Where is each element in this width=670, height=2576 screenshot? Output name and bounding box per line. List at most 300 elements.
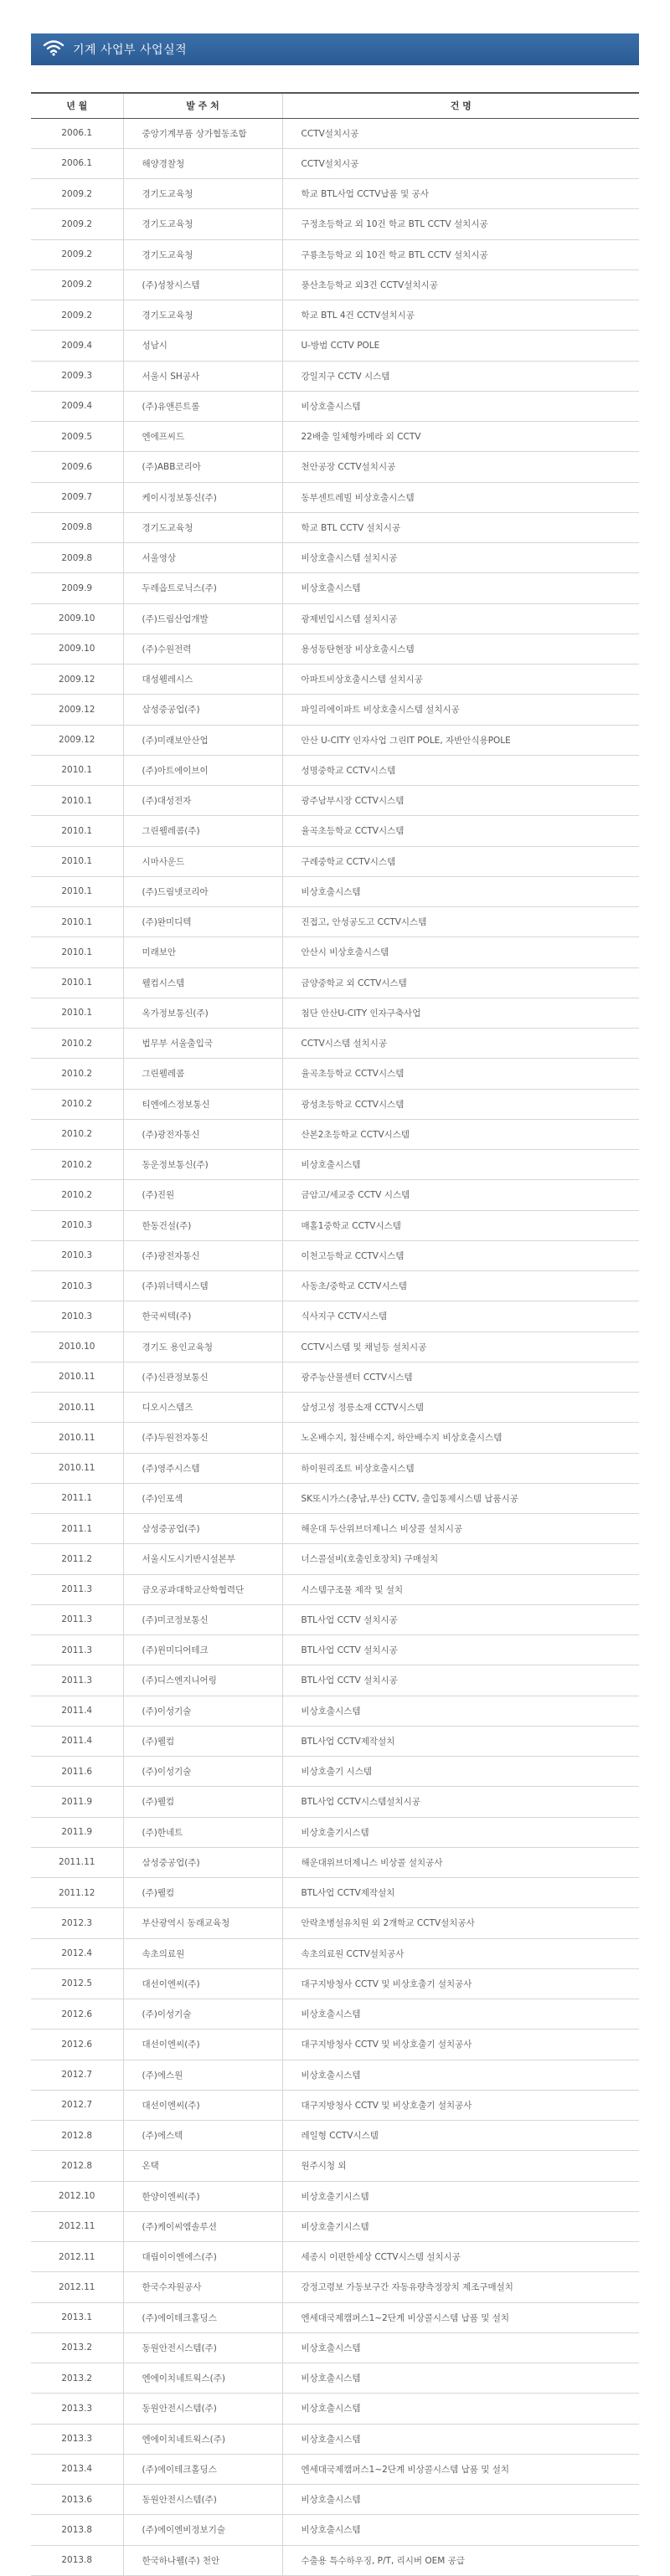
cell-project: 안락초병설유치원 외 2개학교 CCTV설치공사 [282, 1908, 639, 1938]
table-row [31, 1453, 639, 1483]
cell-date: 2006.1 [31, 118, 123, 148]
cell-date: 2010.1 [31, 846, 123, 876]
cell-date: 2010.1 [31, 937, 123, 967]
table-row [31, 2029, 639, 2060]
cell-date: 2013.6 [31, 2485, 123, 2515]
cell-date: 2013.1 [31, 2302, 123, 2332]
cell-client: 법무부 서울출입국 [123, 1029, 282, 1059]
cell-date: 2012.6 [31, 1999, 123, 2029]
cell-date: 2009.5 [31, 422, 123, 452]
cell-project: 대구지방청사 CCTV 및 비상호출기 설치공사 [282, 1968, 639, 1999]
table-row [31, 1271, 639, 1301]
cell-project: 학교 BTL 4건 CCTV설치시공 [282, 300, 639, 331]
table-row [31, 755, 639, 785]
cell-date: 2010.3 [31, 1301, 123, 1332]
cell-client: (주)에이엔비정보기술 [123, 2515, 282, 2545]
cell-date: 2009.7 [31, 482, 123, 512]
cell-date: 2009.9 [31, 573, 123, 603]
cell-project: 아파트비상호출시스템 설치시공 [282, 665, 639, 695]
cell-date: 2012.11 [31, 2242, 123, 2272]
cell-project: BTL사업 CCTV제작설치 [282, 1726, 639, 1756]
cell-date: 2009.2 [31, 239, 123, 269]
cell-project: BTL사업 CCTV 설치시공 [282, 1665, 639, 1696]
cell-project: 용성동탄현장 비상호출시스템 [282, 634, 639, 664]
table-row [31, 1119, 639, 1149]
cell-project: 비상호출기시스템 [282, 2181, 639, 2211]
cell-client: 온택 [123, 2151, 282, 2181]
cell-project: 광성초등학교 CCTV시스템 [282, 1089, 639, 1119]
cell-project: 비상호출시스템 [282, 2332, 639, 2363]
cell-project: 비상호출시스템 [282, 1999, 639, 2029]
cell-client: (주)윈미디어테크 [123, 1635, 282, 1665]
cell-project: 비상호출시스템 [282, 876, 639, 906]
cell-project: 비상호출시스템 [282, 2515, 639, 2545]
cell-date: 2013.8 [31, 2515, 123, 2545]
cell-project: 시스템구조물 제작 및 설치 [282, 1574, 639, 1604]
cell-project: 비상호출시스템 설치시공 [282, 543, 639, 573]
cell-client: 한양이엔씨(주) [123, 2181, 282, 2211]
column-header-client: 발 주 처 [123, 93, 282, 118]
cell-client: (주)이성기술 [123, 1696, 282, 1726]
cell-project: 금암고/세교중 CCTV 시스템 [282, 1180, 639, 1210]
table-row [31, 1150, 639, 1180]
table-row [31, 2121, 639, 2151]
cell-client: 서울영상 [123, 543, 282, 573]
cell-client: 동원안전시스템(주) [123, 2394, 282, 2424]
cell-date: 2010.2 [31, 1150, 123, 1180]
cell-date: 2010.11 [31, 1423, 123, 1453]
cell-date: 2009.2 [31, 300, 123, 331]
table-row [31, 1817, 639, 1847]
cell-client: 한국수자원공사 [123, 2272, 282, 2302]
cell-date: 2010.3 [31, 1240, 123, 1270]
cell-date: 2011.11 [31, 1847, 123, 1877]
cell-project: CCTV시스템 및 채널등 설치시공 [282, 1332, 639, 1362]
cell-client: (주)웰컴 [123, 1787, 282, 1817]
table-row [31, 179, 639, 209]
cell-client: 삼성중공업(주) [123, 1514, 282, 1544]
table-row [31, 2211, 639, 2241]
cell-client: 경기도 용인교육청 [123, 1332, 282, 1362]
cell-date: 2009.12 [31, 695, 123, 725]
cell-project: 삼성고성 정릉소재 CCTV시스템 [282, 1393, 639, 1423]
cell-client: (주)유앤른트롤 [123, 391, 282, 421]
cell-client: (주)광전자통신 [123, 1240, 282, 1270]
cell-client: 해양경찰청 [123, 148, 282, 178]
cell-client: 서울시도시기반시설본부 [123, 1544, 282, 1574]
cell-date: 2010.2 [31, 1180, 123, 1210]
table-row [31, 2151, 639, 2181]
cell-project: SK또시가스(충남,부산) CCTV, 출입통제시스템 납품시공 [282, 1483, 639, 1513]
cell-date: 2011.3 [31, 1635, 123, 1665]
cell-project: 비상호출기시스템 [282, 1817, 639, 1847]
cell-client: 케이시정보통신(주) [123, 482, 282, 512]
cell-project: 비상호출시스템 [282, 2060, 639, 2090]
cell-project: 구정초등학교 외 10건 학교 BTL CCTV 설치시공 [282, 209, 639, 239]
table-row [31, 1968, 639, 1999]
cell-project: 파일리에이파트 비상호출시스템 설치시공 [282, 695, 639, 725]
table-row [31, 2090, 639, 2120]
cell-client: 속초의료원 [123, 1938, 282, 1968]
cell-date: 2010.11 [31, 1362, 123, 1392]
cell-client: 시마사운드 [123, 846, 282, 876]
cell-project: 구례중학교 CCTV시스템 [282, 846, 639, 876]
table-row [31, 148, 639, 178]
cell-project: 진접고, 안성공도고 CCTV시스템 [282, 907, 639, 937]
table-row [31, 361, 639, 391]
table-row [31, 269, 639, 300]
table-row [31, 1635, 639, 1665]
cell-project: 비상호출시스템 [282, 2394, 639, 2424]
cell-date: 2011.3 [31, 1604, 123, 1634]
table-row [31, 2485, 639, 2515]
cell-client: (주)에스텍 [123, 2121, 282, 2151]
cell-project: 대구지방청사 CCTV 및 비상호출기 설치공사 [282, 2090, 639, 2120]
table-row [31, 543, 639, 573]
table-row [31, 1726, 639, 1756]
cell-project: 율곡초등학교 CCTV시스템 [282, 1059, 639, 1089]
project-table [31, 92, 639, 2576]
cell-project: 수출용 특수하우징, P/T, 리시버 OEM 공급 [282, 2545, 639, 2575]
cell-client: (주)에이테크홀딩스 [123, 2454, 282, 2484]
cell-date: 2009.12 [31, 725, 123, 755]
cell-project: 산본2초등학교 CCTV시스템 [282, 1119, 639, 1149]
table-row [31, 603, 639, 634]
cell-project: 광주남부시장 CCTV시스템 [282, 786, 639, 816]
table-row [31, 1787, 639, 1817]
cell-client: (주)이성기술 [123, 1999, 282, 2029]
cell-client: (주)에이테크홀딩스 [123, 2302, 282, 2332]
cell-client: 그린웰레콤(주) [123, 816, 282, 846]
cell-date: 2012.8 [31, 2151, 123, 2181]
cell-client: 경기도교육청 [123, 179, 282, 209]
table-row [31, 1514, 639, 1544]
table-row [31, 573, 639, 603]
cell-client: 한동건설(주) [123, 1210, 282, 1240]
cell-project: 첨단 안산U-CITY 인자구축사업 [282, 998, 639, 1028]
cell-project: 식사지구 CCTV시스템 [282, 1301, 639, 1332]
table-row [31, 1696, 639, 1726]
table-row [31, 1332, 639, 1362]
cell-date: 2009.8 [31, 543, 123, 573]
cell-client: (주)한네트 [123, 1817, 282, 1847]
cell-client: (주)웰컴 [123, 1726, 282, 1756]
cell-client: (주)아트에이브이 [123, 755, 282, 785]
cell-date: 2011.1 [31, 1514, 123, 1544]
cell-project: CCTV설치시공 [282, 118, 639, 148]
cell-date: 2010.1 [31, 967, 123, 998]
table-row [31, 816, 639, 846]
table-row [31, 1574, 639, 1604]
cell-client: 디오시스템즈 [123, 1393, 282, 1423]
cell-client: (주)드림넷코리아 [123, 876, 282, 906]
section-header [31, 33, 639, 65]
cell-date: 2012.7 [31, 2090, 123, 2120]
cell-client: 한국씨텍(주) [123, 1301, 282, 1332]
table-row [31, 300, 639, 331]
table-row [31, 1938, 639, 1968]
cell-date: 2012.11 [31, 2272, 123, 2302]
table-row [31, 1665, 639, 1696]
table-row [31, 2515, 639, 2545]
cell-client: 경기도교육청 [123, 209, 282, 239]
table-row [31, 2454, 639, 2484]
cell-date: 2011.2 [31, 1544, 123, 1574]
cell-client: 대림이이엔에스(주) [123, 2242, 282, 2272]
cell-project: 하이원리조트 비상호출시스템 [282, 1453, 639, 1483]
table-row [31, 1240, 639, 1270]
cell-client: (주)디스엔지니어링 [123, 1665, 282, 1696]
cell-date: 2013.8 [31, 2545, 123, 2575]
cell-project: 구룡초등학교 외 10건 학교 BTL CCTV 설치시공 [282, 239, 639, 269]
table-header-row [31, 93, 639, 118]
cell-client: 금오공과대학교산학협력단 [123, 1574, 282, 1604]
cell-project: 안산시 비상호출시스템 [282, 937, 639, 967]
table-row [31, 1089, 639, 1119]
table-row [31, 1423, 639, 1453]
cell-project: 비상호출기 시스템 [282, 1757, 639, 1787]
cell-client: 한국하나웰(주) 천안 [123, 2545, 282, 2575]
cell-client: 미래보안 [123, 937, 282, 967]
cell-client: (주)두원전자통신 [123, 1423, 282, 1453]
cell-project: 광주농산물센터 CCTV시스템 [282, 1362, 639, 1392]
table-row [31, 2272, 639, 2302]
table-row [31, 1029, 639, 1059]
table-row [31, 967, 639, 998]
cell-client: (주)완미디텍 [123, 907, 282, 937]
cell-date: 2012.6 [31, 2029, 123, 2060]
table-row [31, 1908, 639, 1938]
cell-date: 2010.1 [31, 755, 123, 785]
cell-client: 서울시 SH공사 [123, 361, 282, 391]
cell-date: 2010.1 [31, 998, 123, 1028]
cell-date: 2013.4 [31, 2454, 123, 2484]
table-row [31, 2394, 639, 2424]
cell-project: BTL사업 CCTV 설치시공 [282, 1635, 639, 1665]
table-row [31, 331, 639, 361]
cell-date: 2012.10 [31, 2181, 123, 2211]
cell-project: 성명중학교 CCTV시스템 [282, 755, 639, 785]
page-title: 기계 사업부 사업실적 [73, 44, 188, 57]
table-row [31, 2181, 639, 2211]
cell-project: 학교 BTL CCTV 설치시공 [282, 512, 639, 542]
cell-date: 2010.2 [31, 1059, 123, 1089]
table-row [31, 665, 639, 695]
cell-date: 2009.10 [31, 634, 123, 664]
cell-project: 강정고령보 가동보구간 자동유량측정장치 제조구매설치 [282, 2272, 639, 2302]
cell-project: 비상호출시스템 [282, 391, 639, 421]
cell-date: 2011.6 [31, 1757, 123, 1787]
cell-date: 2010.2 [31, 1089, 123, 1119]
cell-date: 2009.3 [31, 361, 123, 391]
table-row [31, 1604, 639, 1634]
cell-client: (주)영주시스템 [123, 1453, 282, 1483]
table-row [31, 1999, 639, 2029]
cell-date: 2012.8 [31, 2121, 123, 2151]
cell-project: 안산 U-CITY 인자사업 그린IT POLE, 자반안식용POLE [282, 725, 639, 755]
table-row [31, 786, 639, 816]
cell-project: 해운대위브더제니스 비상콜 설치공사 [282, 1847, 639, 1877]
table-row [31, 695, 639, 725]
cell-client: 티엔에스정보통신 [123, 1089, 282, 1119]
table-row [31, 1393, 639, 1423]
table-row [31, 2424, 639, 2454]
cell-date: 2006.1 [31, 148, 123, 178]
table-row [31, 907, 639, 937]
cell-client: 대선이엔씨(주) [123, 2029, 282, 2060]
cell-client: (주)웰컴 [123, 1878, 282, 1908]
cell-client: 성남시 [123, 331, 282, 361]
table-row [31, 452, 639, 482]
cell-client: 대성웰레시스 [123, 665, 282, 695]
cell-project: 대구지방청사 CCTV 및 비상호출기 설치공사 [282, 2029, 639, 2060]
table-row [31, 1059, 639, 1089]
cell-date: 2013.3 [31, 2424, 123, 2454]
table-row [31, 634, 639, 664]
table-row [31, 725, 639, 755]
cell-project: 천안공장 CCTV설치시공 [282, 452, 639, 482]
cell-client: 경기도교육청 [123, 300, 282, 331]
cell-date: 2011.1 [31, 1483, 123, 1513]
table-row [31, 2363, 639, 2394]
cell-date: 2010.1 [31, 907, 123, 937]
cell-client: 대선이엔씨(주) [123, 1968, 282, 1999]
cell-client: (주)위너텍시스템 [123, 1271, 282, 1301]
cell-client: (주)신관정보통신 [123, 1362, 282, 1392]
cell-client: 동원안전시스템(주) [123, 2485, 282, 2515]
cell-client: 두레옵트로닉스(주) [123, 573, 282, 603]
table-row [31, 2242, 639, 2272]
table-row [31, 1210, 639, 1240]
cell-date: 2010.2 [31, 1119, 123, 1149]
cell-client: (주)에스원 [123, 2060, 282, 2090]
cell-date: 2013.3 [31, 2394, 123, 2424]
cell-project: U-방범 CCTV POLE [282, 331, 639, 361]
table-row [31, 118, 639, 148]
cell-date: 2009.4 [31, 331, 123, 361]
cell-date: 2011.9 [31, 1787, 123, 1817]
cell-date: 2010.1 [31, 876, 123, 906]
cell-client: (주)케이씨엠솔루션 [123, 2211, 282, 2241]
table-row [31, 239, 639, 269]
cell-project: 너스콜설비(호출인호장치) 구매설치 [282, 1544, 639, 1574]
table-row [31, 2302, 639, 2332]
cell-project: 학교 BTL사업 CCTV납품 및 공사 [282, 179, 639, 209]
table-row [31, 1362, 639, 1392]
table-row [31, 998, 639, 1028]
cell-project: CCTV시스템 설치시공 [282, 1029, 639, 1059]
cell-project: 율곡초등학교 CCTV시스템 [282, 816, 639, 846]
cell-date: 2010.1 [31, 786, 123, 816]
cell-client: (주)ABB코리아 [123, 452, 282, 482]
cell-date: 2010.11 [31, 1453, 123, 1483]
cell-date: 2011.4 [31, 1696, 123, 1726]
cell-project: 매홀1중학교 CCTV시스템 [282, 1210, 639, 1240]
cell-project: 레일형 CCTV시스템 [282, 2121, 639, 2151]
cell-project: 비상호출시스템 [282, 1696, 639, 1726]
cell-client: 부산광역시 동래교육청 [123, 1908, 282, 1938]
table-row [31, 1847, 639, 1877]
cell-project: CCTV설치시공 [282, 148, 639, 178]
cell-client: 엔에이치네트웍스(주) [123, 2363, 282, 2394]
cell-client: 동원안전시스템(주) [123, 2332, 282, 2363]
cell-date: 2012.3 [31, 1908, 123, 1938]
wifi-icon [43, 39, 64, 59]
table-row [31, 209, 639, 239]
table-row [31, 1301, 639, 1332]
cell-project: 비상호출시스템 [282, 1150, 639, 1180]
cell-project: 동부센트레빌 비상호출시스템 [282, 482, 639, 512]
cell-project: 22배출 일체형카메라 외 CCTV [282, 422, 639, 452]
cell-client: (주)진원 [123, 1180, 282, 1210]
cell-project: 비상호출시스템 [282, 2485, 639, 2515]
cell-date: 2012.4 [31, 1938, 123, 1968]
cell-date: 2010.11 [31, 1393, 123, 1423]
table-row [31, 846, 639, 876]
cell-project: 비상호출시스템 [282, 573, 639, 603]
table-row [31, 1544, 639, 1574]
cell-client: (주)수원전력 [123, 634, 282, 664]
cell-date: 2011.3 [31, 1574, 123, 1604]
cell-project: 엔세대국제캠퍼스1~2단계 비상콜시스템 납품 및 설치 [282, 2302, 639, 2332]
cell-project: 금양중학교 외 CCTV시스템 [282, 967, 639, 998]
cell-client: 경기도교육청 [123, 239, 282, 269]
cell-project: 해운대 두산위브더제니스 비상콜 설치시공 [282, 1514, 639, 1544]
cell-date: 2009.4 [31, 391, 123, 421]
cell-date: 2011.9 [31, 1817, 123, 1847]
cell-client: 삼성중공업(주) [123, 695, 282, 725]
cell-date: 2010.3 [31, 1210, 123, 1240]
cell-project: BTL사업 CCTV 설치시공 [282, 1604, 639, 1634]
table-row [31, 2545, 639, 2575]
column-header-project: 건 명 [282, 93, 639, 118]
cell-project: 풍산초등학교 외3건 CCTV설치시공 [282, 269, 639, 300]
cell-client: 중앙기계부품 상가협동조합 [123, 118, 282, 148]
cell-client: 엔에프씨드 [123, 422, 282, 452]
cell-client: (주)성창시스템 [123, 269, 282, 300]
cell-date: 2012.7 [31, 2060, 123, 2090]
cell-project: 사동초/중학교 CCTV시스템 [282, 1271, 639, 1301]
cell-date: 2011.3 [31, 1665, 123, 1696]
cell-project: 원주시청 외 [282, 2151, 639, 2181]
cell-date: 2010.10 [31, 1332, 123, 1362]
table-row [31, 1483, 639, 1513]
table-row [31, 391, 639, 421]
cell-client: (주)드림산업개발 [123, 603, 282, 634]
table-row [31, 1878, 639, 1908]
cell-project: 엔세대국제캠퍼스1~2단계 비상콜시스템 납품 및 설치 [282, 2454, 639, 2484]
cell-project: 비상호출기시스템 [282, 2211, 639, 2241]
cell-project: 비상호출시스템 [282, 2424, 639, 2454]
cell-project: 비상호출시스템 [282, 2363, 639, 2394]
cell-date: 2009.6 [31, 452, 123, 482]
cell-project: 세종시 이편한세상 CCTV시스템 설치시공 [282, 2242, 639, 2272]
table-row [31, 1180, 639, 1210]
cell-client: 대선이엔씨(주) [123, 2090, 282, 2120]
table-row [31, 422, 639, 452]
cell-client: (주)대성전자 [123, 786, 282, 816]
table-row [31, 482, 639, 512]
cell-project: 강일지구 CCTV 시스템 [282, 361, 639, 391]
cell-client: (주)미래보안산업 [123, 725, 282, 755]
cell-client: (주)광전자통신 [123, 1119, 282, 1149]
column-header-date: 년 월 [31, 93, 123, 118]
cell-client: 엔에이치네트웍스(주) [123, 2424, 282, 2454]
cell-date: 2013.2 [31, 2332, 123, 2363]
table-row [31, 937, 639, 967]
cell-project: BTL사업 CCTV시스템설치시공 [282, 1787, 639, 1817]
cell-project: 노온배수지, 첨산배수지, 하안배수지 비상호출시스템 [282, 1423, 639, 1453]
